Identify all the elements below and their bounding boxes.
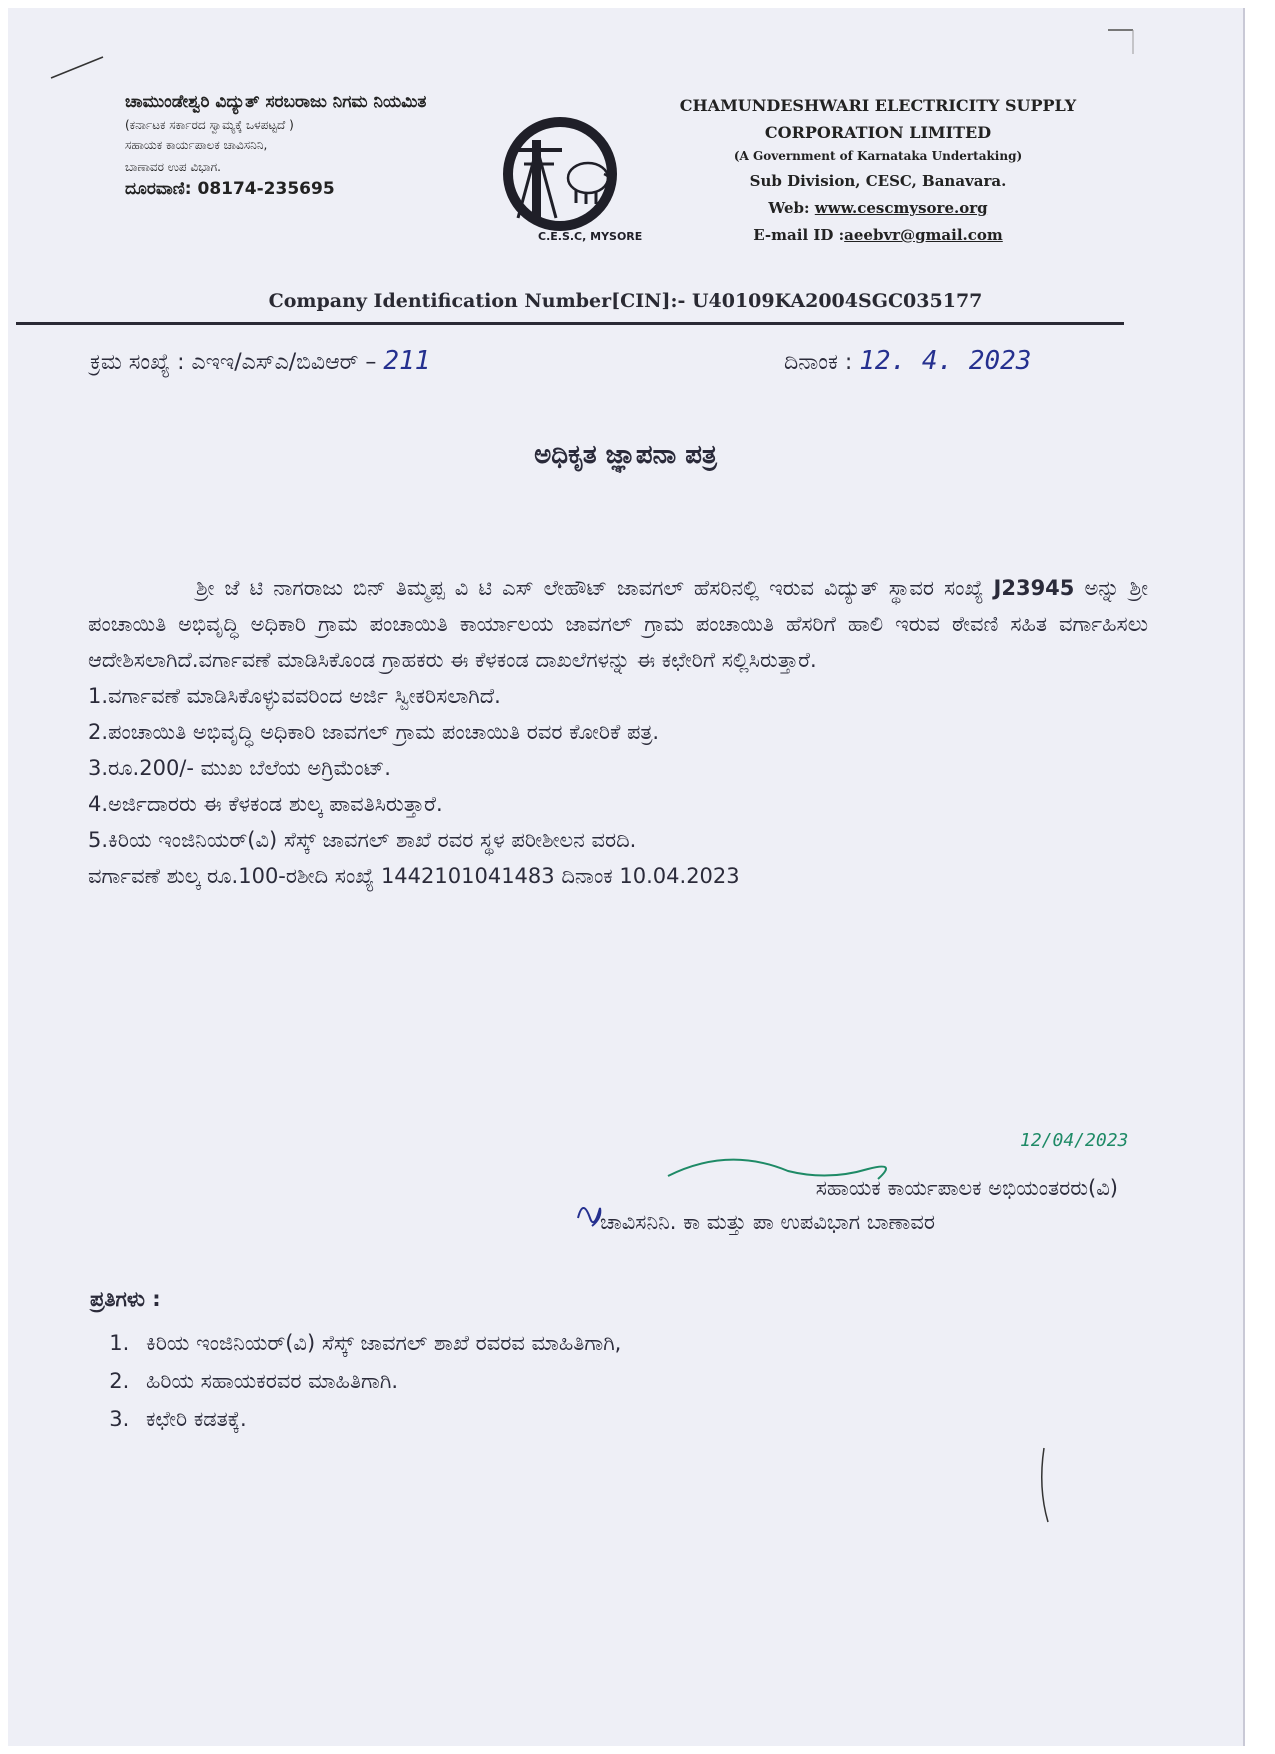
letterhead-phone: ದೂರವಾಣಿ: 08174-235695 xyxy=(125,179,335,199)
header-divider xyxy=(16,322,1124,325)
page-corner-mark xyxy=(1103,26,1143,56)
copy-recipient: 2. ಹಿರಿಯ ಸಹಾಯಕರವರ ಮಾಹಿತಿಗಾಗಿ. xyxy=(136,1362,1090,1400)
document-list-item: 1.ವರ್ಗಾವಣೆ ಮಾಡಿಸಿಕೊಳ್ಳುವವರಿಂದ ಅರ್ಜಿ ಸ್ವೀಕರಿಸಲಾಗಿದೆ. xyxy=(88,684,501,708)
copy-recipient: 1. ಕಿರಿಯ ಇಂಜಿನಿಯರ್(ವಿ) ಸೆಸ್ಕ್ ಜಾವಗಲ್ ಶಾಖೆ ರವರವ ಮಾಹಿತಿಗಾಗಿ, xyxy=(136,1324,1090,1362)
pen-stroke-mark xyxy=(48,53,108,83)
letterhead-english xyxy=(668,96,1088,244)
logo-text: C.E.S.C, MYSORE xyxy=(538,230,643,243)
copies-title: ಪ್ರತಿಗಳು : xyxy=(90,1287,161,1311)
date-handwritten-value: 12. 4. 2023 xyxy=(859,346,1032,376)
paragraph-end: ಅನ್ನು ಶ್ರೀ ಪಂಚಾಯಿತಿ ಅಭಿವೃದ್ಧಿ ಅಧಿಕಾರಿ ಗ್ರಾಮ ಪಂಚಾಯಿತಿ ಕಾರ್ಯಾಲಯ ಜಾವಗಲ್ ಗ್ರಾಮ ಪಂಚಾಯಿತಿ ಹೆಸರಿಗೆ ಹಾಲಿ ಇರುವ ಠೇವಣಿ ಸಹಿತ ವರ್ಗಾಹಿಸಲು ಆದೇಶಿಸಲಾಗಿದೆ.ವರ್ಗಾವಣೆ ಮಾಡಿಸಿಕೊಂಡ ಗ್ರಾಹಕರು ಈ ಕೆಳಕಂಡ ದಾಖಲೆಗಳನ್ನು ಈ ಕಛೇರಿಗೆ ಸಲ್ಲಿಸಿರುತ್ತಾರೆ. xyxy=(88,576,1148,672)
pen-stroke-mark xyxy=(1036,1446,1056,1526)
letterhead-kannada xyxy=(125,92,525,199)
installation-number: J23945 xyxy=(993,576,1075,600)
email-label: E-mail ID : xyxy=(753,226,845,244)
document-list-item: 3.ರೂ.200/- ಮುಖ ಬೆಲೆಯ ಅಗ್ರಿಮೆಂಟ್. xyxy=(88,756,391,780)
website xyxy=(668,199,1088,217)
copies-section xyxy=(90,1280,1090,1438)
company-cin: Company Identification Number[CIN]:- U40109KA2004SGC035177 xyxy=(268,290,983,312)
reference-date xyxy=(784,346,1031,376)
signatory-office: ಚಾವಿಸನಿನಿ. ಕಾ ಮತ್ತು ಪಾ ಉಪವಿಭಾಗ ಬಾಣಾವರ xyxy=(600,1210,935,1234)
document-list-item: 4.ಅರ್ಜಿದಾರರು ಈ ಕೆಳಕಂಡ ಶುಲ್ಕ ಪಾವತಿಸಿರುತ್ತಾರೆ. xyxy=(88,792,443,816)
email-link[interactable]: aeebvr@gmail.com xyxy=(844,226,1003,244)
reference-line xyxy=(90,338,1150,382)
signature-date: 12/04/2023 xyxy=(1020,1130,1129,1151)
website-label: Web: xyxy=(768,199,815,217)
website-link[interactable]: www.cescmysore.org xyxy=(814,199,988,217)
document-page xyxy=(8,8,1245,1746)
sub-division: Sub Division, CESC, Banavara. xyxy=(749,172,1007,190)
email xyxy=(668,226,1088,244)
letterhead-kn-line: ಚಾಮುಂಡೇಶ್ವರಿ ವಿದ್ಯುತ್ ಸರಬರಾಜು ನಿಗಮ ನಿಯಮಿತ xyxy=(125,92,427,112)
reference-label: ಕ್ರಮ ಸಂಖ್ಯೆ : ಎಇಇ/ಎಸ್ಎ/ಬಿವಿಆರ್ – xyxy=(90,350,377,375)
memo-body xyxy=(88,570,1148,894)
paragraph-start: ಶ್ರೀ ಜೆ ಟಿ ನಾಗರಾಜು ಬಿನ್ ತಿಮ್ಮಪ್ಪ ವಿ ಟಿ ಎಸ್ ಲೇಹೌಟ್ ಜಾವಗಲ್ ಹೆಸರಿನಲ್ಲಿ ಇರುವ ವಿದ್ಯುತ್ ಸ್ಥಾವರ ಸಂಖ್ಯೆ xyxy=(196,576,994,600)
document-list-item: 2.ಪಂಚಾಯಿತಿ ಅಭಿವೃದ್ಧಿ ಅಧಿಕಾರಿ ಜಾವಗಲ್ ಗ್ರಾಮ ಪಂಚಾಯಿತಿ ರವರ ಕೋರಿಕೆ ಪತ್ರ. xyxy=(88,720,660,744)
letterhead-kn-line: ಬಾಣಾವರ ಉಪ ವಿಭಾಗ. xyxy=(125,160,221,174)
reference-number xyxy=(90,346,430,376)
copy-recipient: 3. ಕಛೇರಿ ಕಡತಕ್ಕೆ. xyxy=(136,1400,1090,1438)
signatory-block xyxy=(566,1171,1126,1239)
letterhead-kn-line: ಸಹಾಯಕ ಕಾರ್ಯಪಾಲಕ ಚಾವಿಸನಿನಿ, xyxy=(125,138,268,152)
memo-paragraph xyxy=(88,570,1148,678)
company-name-line: CHAMUNDESHWARI ELECTRICITY SUPPLY xyxy=(679,96,1077,115)
letterhead-kn-line: (ಕರ್ನಾಟಕ ಸರ್ಕಾರದ ಸ್ವಾಮ್ಯಕ್ಕೆ ಒಳಪಟ್ಟದೆ ) xyxy=(125,118,294,132)
date-label: ದಿನಾಂಕ : xyxy=(784,350,853,375)
document-title: ಅಧಿಕೃತ ಜ್ಞಾಪನಾ ಪತ್ರ xyxy=(534,440,717,470)
company-undertaking: (A Government of Karnataka Undertaking) xyxy=(733,149,1023,163)
fee-receipt-line: ವರ್ಗಾವಣೆ ಶುಲ್ಕ ರೂ.100-ರಶೀದಿ ಸಂಖ್ಯೆ 1442101041483 ದಿನಾಂಕ 10.04.2023 xyxy=(88,864,740,888)
signatory-designation: ಸಹಾಯಕ ಕಾರ್ಯಪಾಲಕ ಅಭಿಯಂತರರು(ವಿ) xyxy=(815,1176,1118,1200)
reference-handwritten-number: 211 xyxy=(383,346,431,376)
cesc-logo xyxy=(488,108,648,248)
copies-list xyxy=(90,1324,1090,1438)
document-list-item: 5.ಕಿರಿಯ ಇಂಜಿನಿಯರ್(ವಿ) ಸೆಸ್ಕ್ ಜಾವಗಲ್ ಶಾಖೆ ರವರ ಸ್ಥಳ ಪರೀಶೀಲನ ವರದಿ. xyxy=(88,828,637,852)
company-name-line: CORPORATION LIMITED xyxy=(764,123,992,142)
